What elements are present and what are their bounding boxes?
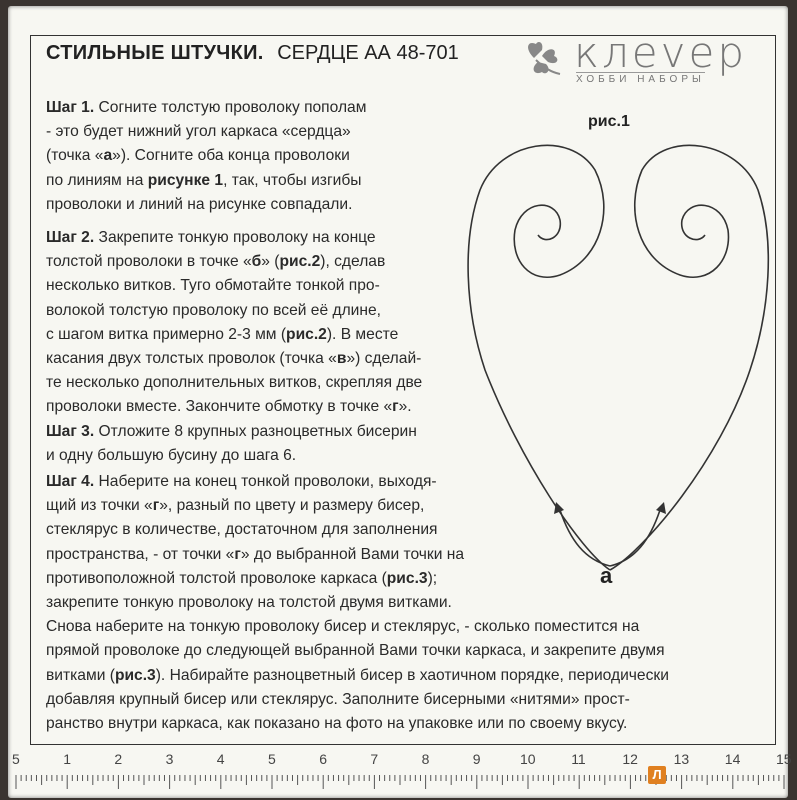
- body-text: противоположной толстой проволоке каркаса (: [46, 569, 387, 587]
- step-line: [46, 420, 417, 444]
- body-text: », разный по цвету и размеру бисер,: [159, 497, 425, 515]
- body-text: ранство внутри каркаса, как показано на фото на упаковке или по своему вкусу.: [46, 715, 628, 733]
- step-line: [46, 226, 422, 250]
- figure-label: рис.1: [588, 113, 630, 130]
- body-text: по линиям на: [46, 171, 148, 189]
- step-line: [46, 144, 366, 168]
- step-heading: Шаг 4.: [46, 473, 95, 490]
- step-line: [46, 250, 422, 274]
- ruler-number: 10: [520, 751, 536, 767]
- heart-left-wire: [468, 145, 610, 570]
- step-heading: Шаг 3.: [46, 423, 95, 440]
- ruler-number: 2: [114, 751, 123, 767]
- emphasis-text: рисунке 1: [147, 171, 224, 189]
- body-text: ») сделай-: [346, 350, 422, 368]
- step-line: [46, 712, 669, 736]
- body-text: толстой проволоки в точке «: [46, 253, 252, 271]
- emphasis-text: в: [336, 350, 347, 368]
- body-text: щий из точки «: [46, 497, 153, 515]
- step-1: [46, 96, 366, 217]
- step-3: [46, 420, 417, 468]
- point-a-label: а: [600, 563, 613, 588]
- step-line: [46, 299, 422, 323]
- step-2: [46, 226, 422, 420]
- body-text: касания двух толстых проволок (точка «: [46, 350, 337, 368]
- clover-icon: [520, 38, 572, 78]
- heart-right-wire: [610, 145, 768, 570]
- step-line: [46, 444, 417, 468]
- ruler-number: 5: [12, 751, 20, 767]
- body-text: » (: [261, 253, 280, 271]
- body-text: Согните толстую проволоку пополам: [94, 99, 367, 116]
- arrowhead-right-icon: [656, 502, 666, 514]
- labirint-watermark-icon: Л: [648, 766, 666, 784]
- emphasis-text: рис.2: [286, 325, 327, 343]
- step-heading: Шаг 1.: [46, 99, 95, 116]
- body-text: витками (: [46, 666, 115, 684]
- ruler-number: 5: [268, 751, 276, 767]
- step-line: [46, 323, 422, 347]
- ruler-number: 4: [216, 751, 225, 767]
- ruler-number: 14: [724, 751, 741, 767]
- step-line: [46, 96, 366, 120]
- body-text: ».: [398, 398, 412, 416]
- ruler-number: 11: [571, 751, 586, 767]
- ruler-ticks: [8, 775, 788, 797]
- page-header: [46, 42, 459, 65]
- body-text: ), сделав: [320, 253, 386, 271]
- ruler-number: 1: [63, 751, 71, 767]
- body-text: проволоки вместе. Закончите обмотку в точке «: [46, 398, 393, 416]
- body-text: );: [427, 569, 438, 587]
- heart-diagram: [460, 130, 780, 580]
- body-text: » до выбранной Вами точки на: [240, 545, 465, 563]
- body-text: добавляя крупный бисер или стеклярус. Заполните бисерными «нитями» прост-: [46, 690, 630, 708]
- step-line: [46, 639, 669, 663]
- brand-logo: [520, 28, 765, 86]
- body-text: Снова наберите на тонкую проволоку бисер и стеклярус, - сколько поместится на: [46, 618, 640, 636]
- step-line: [46, 120, 366, 144]
- step-line: [46, 591, 669, 615]
- step-line: [46, 688, 669, 712]
- emphasis-text: б: [251, 253, 262, 271]
- body-text: несколько витков. Туго обмотайте тонкой про-: [46, 277, 380, 295]
- step-line: [46, 664, 669, 688]
- body-text: прямой проволоке до следующей выбранной Вами точки каркаса, и закрепите двумя: [46, 642, 665, 660]
- body-text: Закрепите тонкую проволоку на конце: [94, 229, 376, 246]
- ruler-number: 15: [776, 751, 792, 767]
- emphasis-text: г: [152, 497, 160, 515]
- body-text: - это будет нижний угол каркаса «сердца»: [46, 123, 351, 141]
- ruler: [8, 745, 792, 798]
- product-model: СЕРДЦЕ АА 48-701: [277, 42, 459, 64]
- body-text: (точка «: [46, 147, 104, 165]
- body-text: стеклярус в количестве, достаточном для заполнения: [46, 521, 438, 539]
- ruler-number: 12: [622, 751, 638, 767]
- emphasis-text: рис.3: [386, 569, 428, 587]
- body-text: проволоки и линий на рисунке совпадали.: [46, 195, 353, 213]
- emphasis-text: г: [392, 398, 399, 416]
- step-heading: Шаг 2.: [46, 229, 95, 246]
- ruler-number: 7: [370, 751, 379, 767]
- ruler-number: 8: [421, 751, 430, 767]
- emphasis-text: рис.2: [279, 253, 321, 271]
- bend-arrow-left: [560, 510, 610, 566]
- ruler-number: 13: [673, 751, 690, 767]
- body-text: Отложите 8 крупных разноцветных бисерин: [94, 423, 417, 440]
- body-text: ). В месте: [326, 325, 399, 343]
- emphasis-text: а: [103, 147, 113, 165]
- step-line: [46, 395, 422, 419]
- ruler-number: 9: [472, 751, 481, 767]
- step-line: [46, 274, 422, 298]
- emphasis-text: рис.3: [114, 666, 156, 684]
- body-text: и одну большую бусину до шага 6.: [46, 447, 297, 465]
- ruler-number: 3: [165, 751, 174, 767]
- emphasis-text: г: [234, 545, 241, 563]
- bend-arrow-right: [610, 510, 660, 566]
- step-line: [46, 169, 366, 193]
- body-text: те несколько дополнительных витков, скрепляя две: [46, 374, 423, 392]
- body-text: пространства, - от точки «: [46, 545, 235, 563]
- body-text: закрепите тонкую проволоку на толстой двумя витками.: [46, 594, 452, 612]
- step-line: [46, 193, 366, 217]
- step-line: [46, 615, 669, 639]
- ruler-number: 6: [319, 751, 327, 767]
- body-text: , так, чтобы изгибы: [223, 171, 362, 189]
- brand-tagline: ХОББИ НАБОРЫ: [576, 74, 705, 85]
- step-line: [46, 347, 422, 371]
- step-line: [46, 371, 422, 395]
- product-line-title: СТИЛЬНЫЕ ШТУЧКИ.: [46, 42, 264, 64]
- body-text: с шагом витка примерно 2-3 мм (: [46, 325, 287, 343]
- body-text: ). Набирайте разноцветный бисер в хаотичном порядке, периодически: [155, 666, 669, 684]
- body-text: волокой толстую проволоку по всей её длине,: [46, 301, 382, 319]
- body-text: Наберите на конец тонкой проволоки, выходя-: [94, 473, 437, 490]
- brand-wordmark: клеvер: [574, 28, 747, 77]
- body-text: »). Согните оба конца проволоки: [112, 147, 350, 165]
